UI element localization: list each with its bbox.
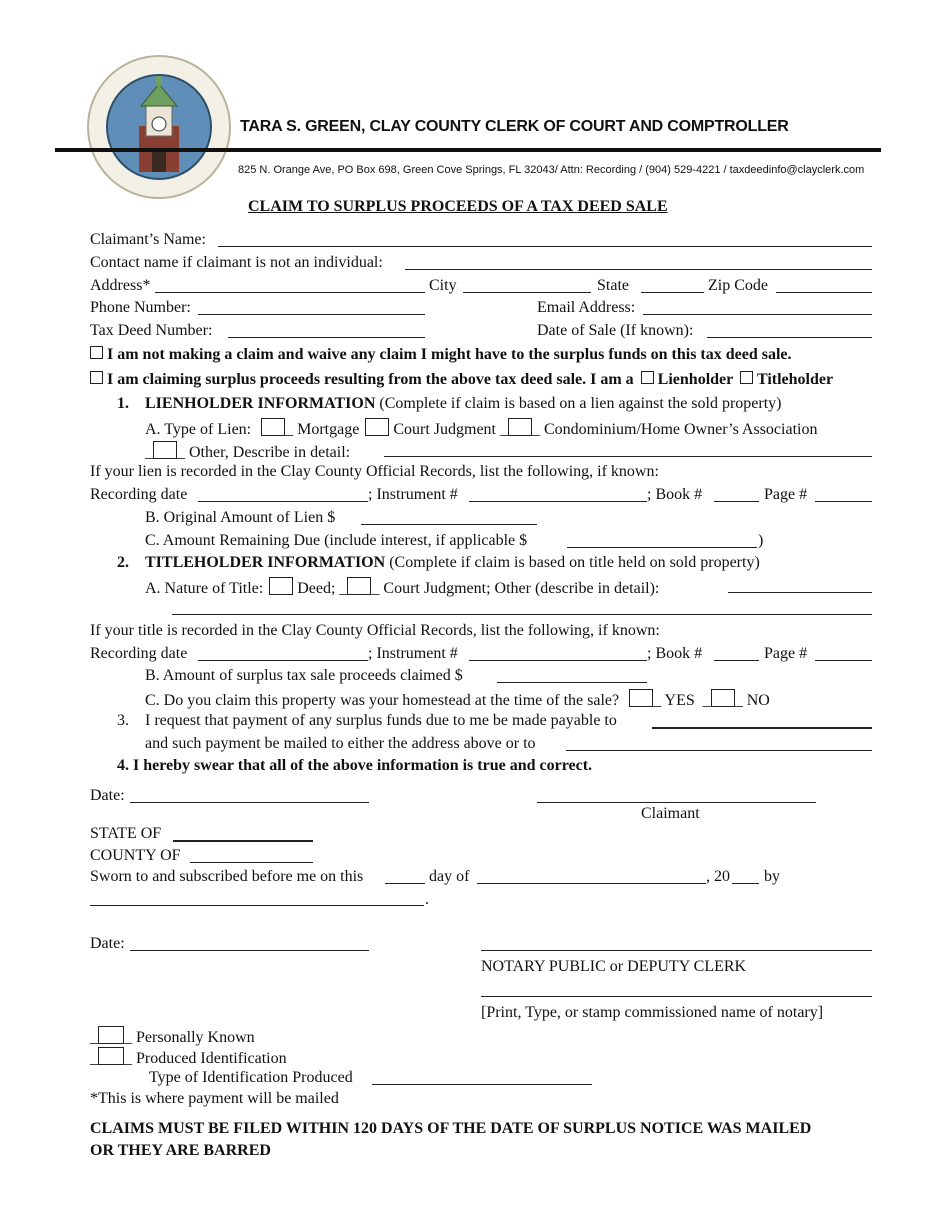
sworn-period: .: [425, 891, 429, 908]
notary-signature-field[interactable]: [481, 950, 872, 951]
lien-recording-date-field[interactable]: [198, 501, 368, 502]
lien-recorded-text: If your lien is recorded in the Clay County Official Records, list the following, if known:: [90, 463, 659, 480]
sworn-text-2: day of: [429, 868, 470, 885]
lien-instrument-label: ; Instrument #: [368, 486, 458, 503]
claiming-row: [90, 371, 833, 389]
phone-field[interactable]: [198, 314, 425, 315]
email-label: Email Address:: [537, 299, 636, 316]
original-amount-label: B. Original Amount of Lien $: [145, 509, 336, 526]
section1-heading: LIENHOLDER INFORMATION: [145, 395, 376, 412]
title-recorded-text: If your title is recorded in the Clay County Official Records, list the following, if known:: [90, 622, 660, 639]
form-title: CLAIM TO SURPLUS PROCEEDS OF A TAX DEED SALE: [248, 198, 668, 215]
condo-checkbox[interactable]: [508, 418, 532, 436]
title-recording-date-field[interactable]: [198, 660, 368, 661]
homestead-no-label: NO: [746, 692, 770, 709]
lien-book-field[interactable]: [714, 501, 759, 502]
county-of-label: COUNTY OF: [90, 847, 181, 864]
deed-checkbox[interactable]: [269, 577, 293, 595]
address-label: Address*: [90, 277, 151, 294]
type-id-label: Type of Identification Produced: [149, 1069, 353, 1086]
waive-claim-text: I am not making a claim and waive any claim I might have to the surplus funds on this tax deed sale.: [107, 346, 792, 363]
amount-remaining-field[interactable]: [567, 547, 757, 548]
lienholder-option: Lienholder: [657, 371, 733, 388]
court-judgment-label: Court Judgment: [393, 421, 496, 438]
notary-label: NOTARY PUBLIC or DEPUTY CLERK: [481, 958, 747, 975]
lien-other-label: Other, Describe in detail:: [189, 444, 351, 461]
title-page-label: Page #: [764, 645, 808, 662]
lien-other-field[interactable]: [384, 456, 872, 457]
lien-other-row: _ _ Other, Describe in detail:: [145, 441, 350, 462]
section3-number: 3.: [117, 712, 129, 729]
title-instrument-field[interactable]: [469, 660, 647, 661]
produced-id-checkbox[interactable]: [98, 1047, 124, 1065]
payment-note: *This is where payment will be mailed: [90, 1090, 339, 1107]
state-field[interactable]: [641, 292, 704, 293]
payable-to-text: I request that payment of any surplus funds due to me be made payable to: [145, 712, 617, 729]
tax-deed-number-label: Tax Deed Number:: [90, 322, 213, 339]
lien-type-label: A. Type of Lien:: [145, 421, 252, 438]
produced-id-label: Produced Identification: [136, 1050, 287, 1067]
city-label: City: [429, 277, 457, 294]
homestead-row: C. Do you claim this property was your homestead at the time of the sale? _ YES _ _ NO: [145, 689, 770, 710]
lien-type-row: A. Type of Lien: _ Mortgage Court Judgment _ _ Condominium/Home Owner’s Association: [145, 418, 817, 439]
claimant-date-field[interactable]: [130, 802, 369, 803]
title-nature-label: A. Nature of Title:: [145, 580, 264, 597]
produced-id-row: _ _ Produced Identification: [90, 1047, 287, 1068]
mailed-to-text: and such payment be mailed to either the address above or to: [145, 735, 536, 752]
amount-remaining-label: C. Amount Remaining Due (include interest, if applicable $: [145, 532, 528, 549]
title-nature-row: A. Nature of Title: Deed; _ _ Court Judgment; Other (describe in detail):: [145, 577, 659, 598]
sworn-year-field[interactable]: [732, 883, 759, 884]
original-amount-field[interactable]: [361, 524, 537, 525]
clerk-seal: [86, 54, 232, 200]
titleholder-checkbox[interactable]: [740, 371, 753, 384]
header-address: 825 N. Orange Ave, PO Box 698, Green Cove Springs, FL 32043/ Attn: Recording / (904) 529-4221 / taxdeedinfo@clayclerk.com: [238, 164, 865, 176]
surplus-claimed-field[interactable]: [497, 682, 647, 683]
title-other-field[interactable]: [728, 592, 872, 593]
title-instrument-label: ; Instrument #: [368, 645, 458, 662]
court-judgment-checkbox[interactable]: [365, 418, 389, 436]
claimant-name-label: Claimant’s Name:: [90, 231, 206, 248]
title-court-judgment-label: Court Judgment; Other (describe in detail):: [383, 580, 660, 597]
lien-other-checkbox[interactable]: [153, 441, 177, 459]
lien-recording-date-label: Recording date: [90, 486, 188, 503]
claimant-date-label: Date:: [90, 787, 125, 804]
notary-date-field[interactable]: [130, 950, 369, 951]
claimant-signature-field[interactable]: [537, 802, 816, 803]
state-of-label: STATE OF: [90, 825, 162, 842]
section2-number: 2.: [117, 554, 129, 571]
section2-heading-row: [145, 554, 760, 572]
titleholder-option: Titleholder: [756, 371, 834, 388]
waive-claim-checkbox[interactable]: [90, 346, 103, 359]
section2-description: (Complete if claim is based on title held on sold property): [389, 554, 760, 571]
lien-page-field[interactable]: [815, 501, 872, 502]
personally-known-checkbox[interactable]: [98, 1026, 124, 1044]
section2-heading: TITLEHOLDER INFORMATION: [145, 554, 386, 571]
zip-label: Zip Code: [708, 277, 768, 294]
mailed-to-field[interactable]: [566, 750, 872, 751]
notary-date-label: Date:: [90, 935, 125, 952]
phone-label: Phone Number:: [90, 299, 191, 316]
personally-known-label: Personally Known: [136, 1029, 255, 1046]
homestead-yes-checkbox[interactable]: [629, 689, 653, 707]
condo-label: Condominium/Home Owner’s Association: [544, 421, 818, 438]
payable-to-field[interactable]: [652, 727, 872, 729]
city-field[interactable]: [463, 292, 591, 293]
mortgage-label: Mortgage: [297, 421, 360, 438]
email-field[interactable]: [643, 314, 872, 315]
title-recording-date-label: Recording date: [90, 645, 188, 662]
type-id-field[interactable]: [372, 1084, 592, 1085]
state-of-field[interactable]: [173, 840, 313, 842]
contact-name-field[interactable]: [405, 269, 872, 270]
address-field[interactable]: [155, 292, 425, 293]
zip-field[interactable]: [776, 292, 872, 293]
title-page-field[interactable]: [815, 660, 872, 661]
mortgage-checkbox[interactable]: [261, 418, 285, 436]
sworn-text-4: by: [764, 868, 780, 885]
sworn-statement: 4. I hereby swear that all of the above information is true and correct.: [117, 757, 593, 774]
personally-known-row: _ _ Personally Known: [90, 1026, 255, 1047]
contact-name-label: Contact name if claimant is not an individual:: [90, 254, 383, 271]
sworn-text-3: , 20: [706, 868, 730, 885]
header-rule: [55, 148, 881, 152]
filing-warning-line1: CLAIMS MUST BE FILED WITHIN 120 DAYS OF THE DATE OF SURPLUS NOTICE WAS MAILED: [90, 1120, 812, 1137]
lien-page-label: Page #: [764, 486, 808, 503]
deed-label: Deed;: [297, 580, 336, 597]
title-book-field[interactable]: [714, 660, 759, 661]
section1-number: 1.: [117, 395, 129, 412]
sworn-text-1: Sworn to and subscribed before me on this: [90, 868, 364, 885]
tax-deed-number-field[interactable]: [228, 337, 425, 338]
waive-claim-row: [90, 346, 792, 364]
homestead-yes-label: YES: [664, 692, 695, 709]
sworn-by-field[interactable]: [90, 905, 424, 906]
date-of-sale-field[interactable]: [707, 337, 872, 338]
sworn-day-field[interactable]: [385, 883, 425, 884]
section1-heading-row: [145, 395, 782, 413]
lienholder-checkbox[interactable]: [641, 371, 654, 384]
lien-book-label: ; Book #: [647, 486, 703, 503]
title-court-judgment-checkbox[interactable]: [347, 577, 371, 595]
title-book-label: ; Book #: [647, 645, 703, 662]
lien-instrument-field[interactable]: [469, 501, 647, 502]
filing-warning-line2: OR THEY ARE BARRED: [90, 1142, 271, 1159]
section1-description: (Complete if claim is based on a lien against the sold property): [379, 395, 782, 412]
amount-remaining-close: ): [758, 532, 764, 549]
claimant-name-field[interactable]: [218, 246, 872, 247]
notary-name-label: [Print, Type, or stamp commissioned name of notary]: [481, 1004, 824, 1021]
date-of-sale-label: Date of Sale (If known):: [537, 322, 694, 339]
notary-name-field[interactable]: [481, 996, 872, 997]
homestead-question: C. Do you claim this property was your homestead at the time of the sale?: [145, 692, 620, 709]
claiming-checkbox[interactable]: [90, 371, 103, 384]
claimant-label: Claimant: [641, 805, 700, 822]
claiming-text: I am claiming surplus proceeds resulting from the above tax deed sale. I am a: [107, 371, 634, 388]
office-title: TARA S. GREEN, CLAY COUNTY CLERK OF COURT AND COMPTROLLER: [240, 118, 789, 135]
sworn-month-field[interactable]: [477, 883, 706, 884]
title-other-field-2[interactable]: [172, 614, 872, 615]
county-of-field[interactable]: [190, 862, 313, 863]
homestead-no-checkbox[interactable]: [711, 689, 735, 707]
surplus-claimed-label: B. Amount of surplus tax sale proceeds claimed $: [145, 667, 463, 684]
state-label: State: [597, 277, 629, 294]
